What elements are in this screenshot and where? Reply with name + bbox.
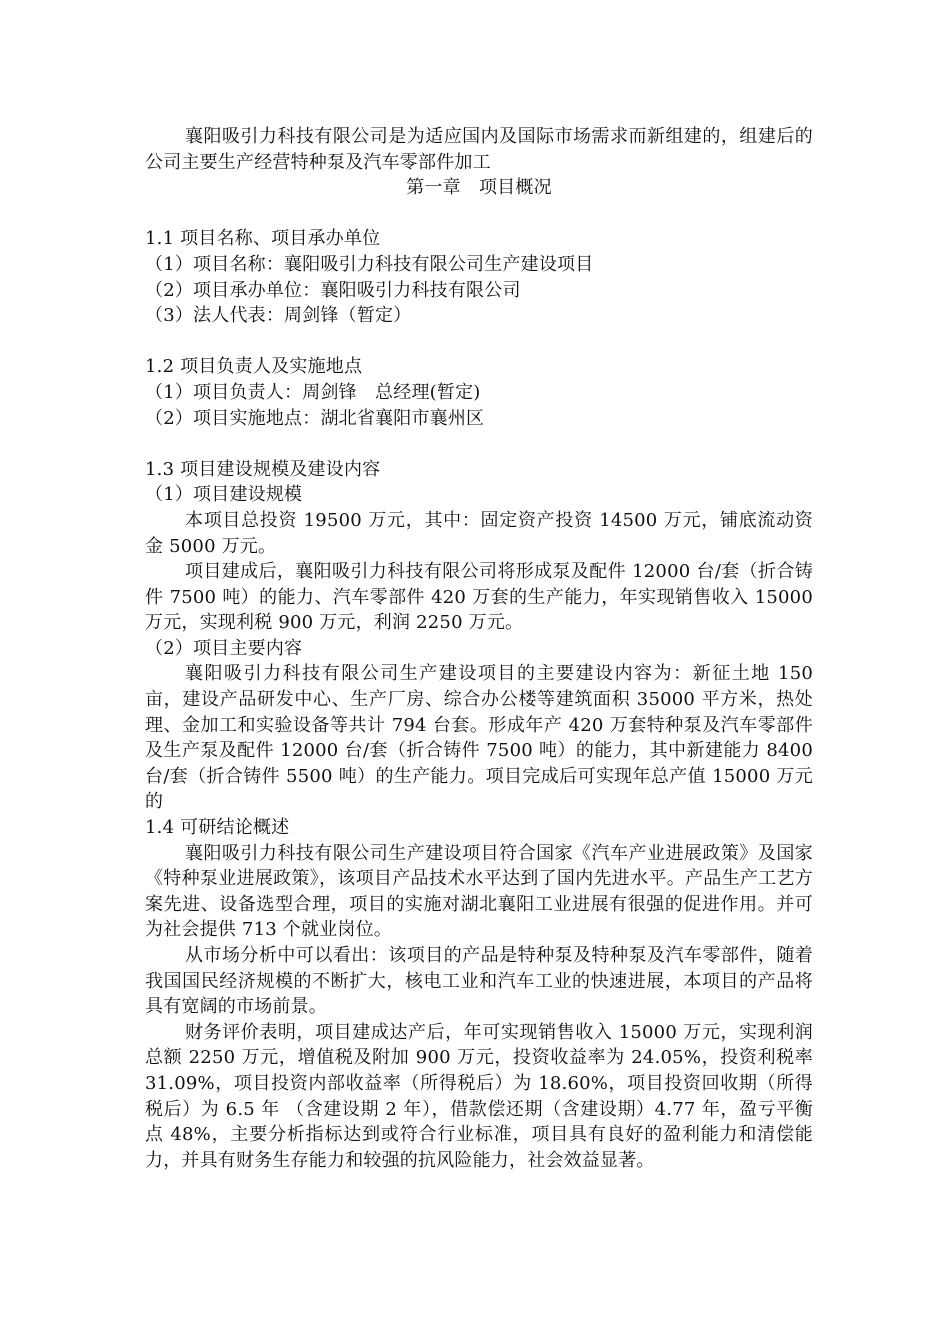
section-1-1-heading: 1.1 项目名称、项目承办单位 <box>145 228 381 250</box>
chapter-title: 第一章 项目概况 <box>406 177 552 199</box>
document-page <box>145 124 813 1173</box>
spacer <box>145 431 813 457</box>
section-1-4-paragraph: 襄阳吸引力科技有限公司生产建设项目符合国家《汽车产业进展政策》及国家《特种泵业进展政策》，该项目产品技术水平达到了国内先进水平。产品生产工艺方案先进、设备选型合理，项目的实施对湖北襄阳工业进展有很强的促进作用。并可为社会提供 713 个就业岗位。 <box>145 842 813 941</box>
section-1-3-sub2-heading: （2）项目主要内容 <box>145 637 303 659</box>
section-1-2-item: （1）项目负责人：周剑锋 总经理(暂定) <box>145 381 481 403</box>
section-1-3-paragraph: 本项目总投资 19500 万元，其中：固定资产投资 14500 万元，铺底流动资金 5000 万元。 <box>145 509 813 557</box>
section-1-2-heading: 1.2 项目负责人及实施地点 <box>145 356 363 378</box>
section-1-4-paragraph: 从市场分析中可以看出：该项目的产品是特种泵及特种泵及汽车零部件，随着我国国民经济规模的不断扩大，核电工业和汽车工业的快速进展，本项目的产品将具有宽阔的市场前景。 <box>145 945 813 1018</box>
spacer <box>145 201 813 227</box>
section-1-4-paragraph: 财务评价表明，项目建成达产后，年可实现销售收入 15000 万元，实现利润总额 2250 万元，增值税及附加 900 万元，投资收益率为 24.05%，投资利税率 31.09%，项目投资内部收益率（所得税后）为 18.60%，项目投资回收期（所得税后）为 6.5 年 （含建设期 2 年），借款偿还期（含建设期）4.77 年，盈亏平衡点 48%，主要分析指标达到或符合行业标准，项目具有良好的盈利能力和清偿能力，并具有财务生存能力和较强的抗风险能力，社会效益显著。 <box>145 1021 813 1171</box>
section-1-2-item: （2）项目实施地点：湖北省襄阳市襄州区 <box>145 407 485 429</box>
section-1-3-paragraph: 襄阳吸引力科技有限公司生产建设项目的主要建设内容为：新征土地 150 亩，建设产品研发中心、生产厂房、综合办公楼等建筑面积 35000 平方米，热处理、金加工和实验设备等共计 794 台套。形成年产 420 万套特种泵及汽车零部件及生产泵及配件 12000 台/套（折合铸件 7500 吨）的能力，其中新建能力 8400 台/套（折合铸件 5500 吨）的生产能力。项目完成后可实现年总产值 15000 万元的 <box>145 663 813 813</box>
section-1-1-item: （2）项目承办单位：襄阳吸引力科技有限公司 <box>145 279 521 301</box>
section-1-1-item: （3）法人代表：周剑锋（暂定） <box>145 305 412 327</box>
section-1-3-paragraph: 项目建成后，襄阳吸引力科技有限公司将形成泵及配件 12000 台/套（折合铸件 7500 吨）的能力、汽车零部件 420 万套的生产能力，年实现销售收入 15000 万元，实现利税 900 万元，利润 2250 万元。 <box>145 561 813 634</box>
intro-paragraph: 襄阳吸引力科技有限公司是为适应国内及国际市场需求而新组建的，组建后的公司主要生产经营特种泵及汽车零部件加工 <box>145 126 813 173</box>
section-1-3-sub1-heading: （1）项目建设规模 <box>145 484 303 506</box>
spacer <box>145 329 813 355</box>
section-1-4-heading: 1.4 可研结论概述 <box>145 817 290 839</box>
section-1-3-heading: 1.3 项目建设规模及建设内容 <box>145 458 381 480</box>
section-1-1-item: （1）项目名称：襄阳吸引力科技有限公司生产建设项目 <box>145 253 594 275</box>
